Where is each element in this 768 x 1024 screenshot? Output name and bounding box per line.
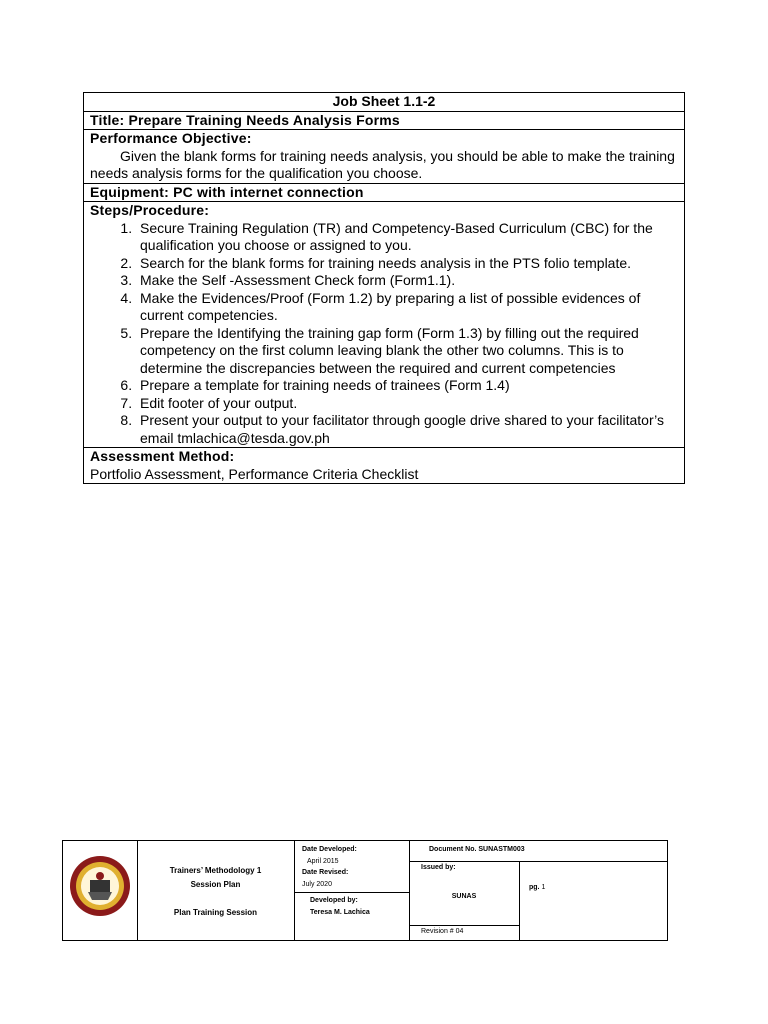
document-number: Document No. SUNASTM003 xyxy=(429,846,525,853)
date-developed-value: April 2015 xyxy=(307,858,339,865)
step-item: 6. Prepare a template for training needs of trainees (Form 1.4) xyxy=(136,377,678,395)
page-label: pg. xyxy=(529,884,540,891)
date-developed-label: Date Developed: xyxy=(302,846,357,853)
developed-by-label: Developed by: xyxy=(310,897,358,904)
step-item: 8. Present your output to your facilitator through google drive shared to your facilitator’s email tmlachica@tesda.gov.ph xyxy=(136,412,678,447)
assessment-text: Portfolio Assessment, Performance Criteria Checklist xyxy=(90,465,419,482)
steps-list xyxy=(90,220,678,448)
step-item: 5. Prepare the Identifying the training gap form (Form 1.3) by filling out the required competency on the first column leaving blank the other two columns. This is to determine the discrepancies between the required and current competencies xyxy=(136,325,678,378)
institution-seal xyxy=(68,846,132,935)
job-sheet-table xyxy=(83,92,685,484)
job-sheet-title: Title: Prepare Training Needs Analysis Forms xyxy=(84,111,685,130)
date-revised-value: July 2020 xyxy=(302,881,332,888)
steps-cell xyxy=(84,202,685,448)
assessment-cell xyxy=(84,448,685,484)
performance-objective-text: Given the blank forms for training needs analysis, you should be able to make the training needs analysis forms for the qualification you choose. xyxy=(90,147,675,181)
job-sheet-heading: Job Sheet 1.1-2 xyxy=(84,93,685,112)
step-item: 1. Secure Training Regulation (TR) and Competency-Based Curriculum (CBC) for the qualification you choose or assigned to you. xyxy=(136,220,678,255)
issued-by-value: SUNAS xyxy=(451,893,477,900)
issued-by-label: Issued by: xyxy=(421,864,456,871)
equipment-line: Equipment: PC with internet connection xyxy=(84,183,685,202)
footer-session: Plan Training Session xyxy=(173,908,258,917)
page-number: 1 xyxy=(541,884,546,891)
step-item: 7. Edit footer of your output. xyxy=(136,395,678,413)
steps-label: Steps/Procedure: xyxy=(90,202,210,218)
document-footer xyxy=(62,840,668,941)
page-indicator xyxy=(529,883,545,892)
footer-course: Trainers’ Methodology 1 xyxy=(169,866,262,875)
date-revised-label: Date Revised: xyxy=(302,869,349,876)
revision-number: Revision # 04 xyxy=(421,928,464,935)
assessment-label: Assessment Method: xyxy=(90,448,235,464)
footer-doc-type: Session Plan xyxy=(190,880,241,889)
developed-by-value: Teresa M. Lachica xyxy=(310,909,370,916)
step-item: 2. Search for the blank forms for training needs analysis in the PTS folio template. xyxy=(136,255,678,273)
performance-objective-label: Performance Objective: xyxy=(90,130,252,146)
step-item: 4. Make the Evidences/Proof (Form 1.2) by preparing a list of possible evidences of current competencies. xyxy=(136,290,678,325)
performance-objective-cell xyxy=(84,130,685,184)
step-item: 3. Make the Self -Assessment Check form (Form1.1). xyxy=(136,272,678,290)
